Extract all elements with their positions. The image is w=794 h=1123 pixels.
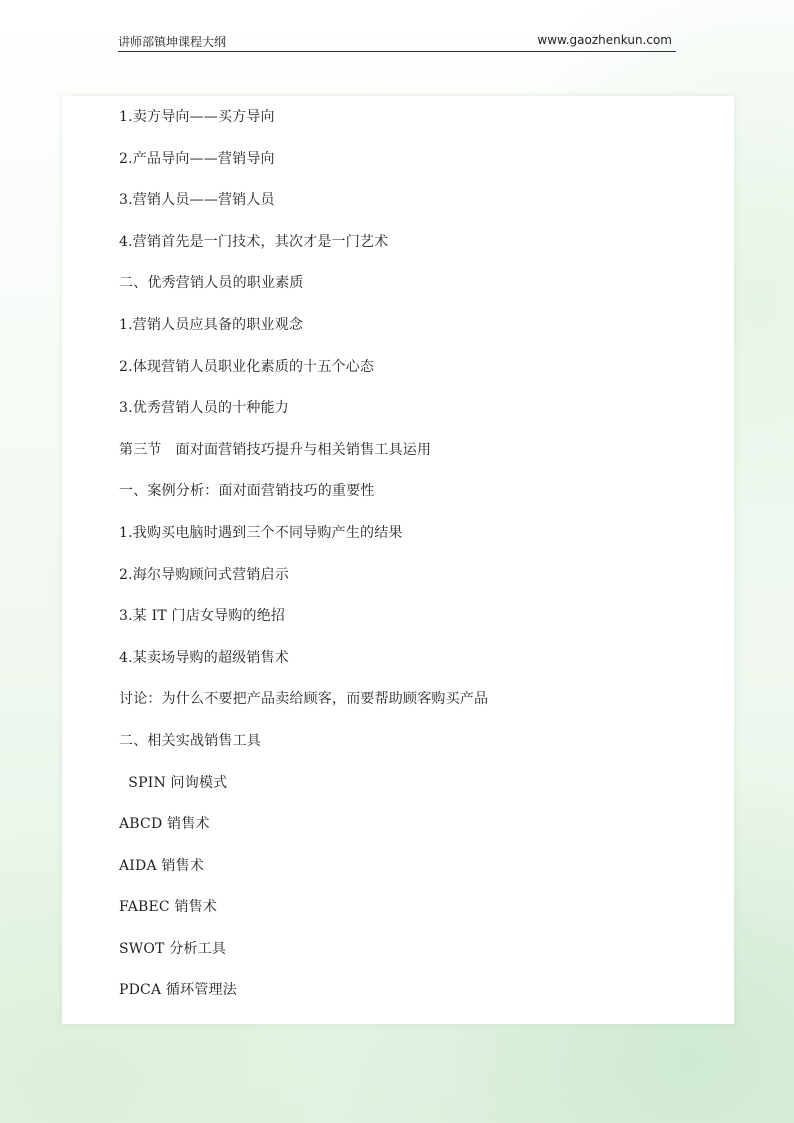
header-title: 讲师部镇坤课程大纲 (118, 35, 227, 49)
tool-item: SWOT 分析工具 (119, 940, 227, 957)
body-line: 4.营销首先是一门技术，其次才是一门艺术 (119, 233, 389, 250)
discussion-line: 讨论：为什么不要把产品卖给顾客，而要帮助顾客购买产品 (119, 691, 489, 708)
header-website: www.gaozhenkun.com (537, 33, 672, 47)
body-line: 1.我购买电脑时遇到三个不同导购产生的结果 (119, 524, 403, 541)
body-line: 2.海尔导购顾问式营销启示 (119, 566, 289, 583)
body-line: 2.体现营销人员职业化素质的十五个心态 (119, 358, 375, 375)
tool-item: ABCD 销售术 (119, 816, 210, 833)
page-header (118, 31, 676, 52)
body-line: 1.营销人员应具备的职业观念 (119, 316, 304, 333)
tool-item: SPIN 问询模式 (119, 774, 228, 791)
body-line: 3.某 IT 门店女导购的绝招 (119, 608, 286, 625)
chapter-heading: 第三节 面对面营销技巧提升与相关销售工具运用 (119, 441, 432, 458)
body-line: 1.卖方导向——买方导向 (119, 109, 275, 125)
tool-item: PDCA 循环管理法 (119, 982, 237, 999)
tool-item: AIDA 销售术 (119, 857, 205, 874)
section-heading: 二、优秀营销人员的职业素质 (119, 275, 304, 292)
tool-item: FABEC 销售术 (119, 899, 218, 916)
document-body (119, 107, 719, 1022)
body-line: 2.产品导向——营销导向 (119, 150, 275, 167)
body-line: 3.优秀营销人员的十种能力 (119, 400, 289, 417)
body-line: 4.某卖场导购的超级销售术 (119, 649, 289, 666)
section-heading: 二、相关实战销售工具 (119, 732, 261, 749)
section-heading: 一、案例分析：面对面营销技巧的重要性 (119, 483, 375, 500)
body-line: 3.营销人员——营销人员 (119, 192, 275, 209)
